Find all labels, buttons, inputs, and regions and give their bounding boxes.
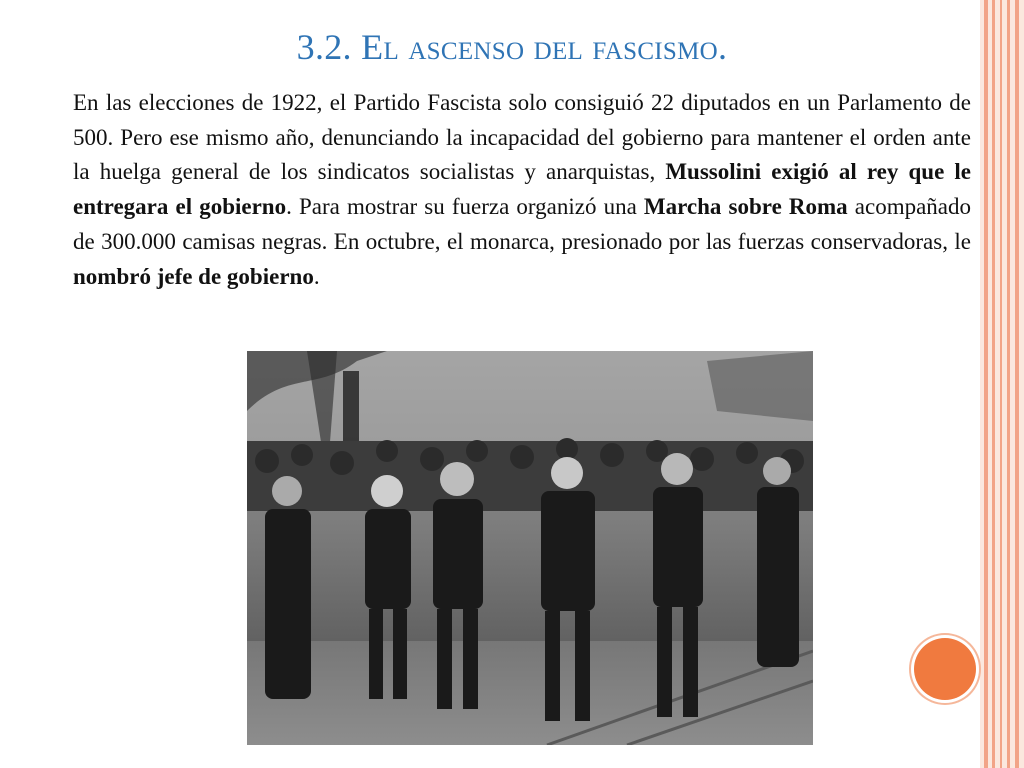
paragraph-bold-segment: nombró jefe de gobierno [73,263,314,289]
march-photo [247,351,813,745]
decorative-side-rails [980,0,1024,768]
rail-stripe [1000,0,1002,768]
paragraph-segment: En las elecciones de 1922, el Partido Fascista solo consiguió 22 diputados en un Parlamento de 500. Pero ese mismo año, denunciando la incapacidad del gobierno para mantener el orden ante la huelga general de los sindicatos socialistas y anarquistas, [73,90,971,185]
paragraph-segment: . Para mostrar su fuerza organizó una [286,194,644,220]
paragraph-bold-segment: Marcha sobre Roma [643,194,848,220]
rail-stripe [1007,0,1010,768]
paragraph-segment: acompañado de 300.000 camisas negras. En octubre, el monarca, presionado por las fuerzas conservadoras, le [73,194,972,254]
decorative-orange-circle [914,638,976,700]
rail-stripe [1015,0,1019,768]
paragraph-bold-segment: Mussolini exigió al rey que le entregara el gobierno [73,159,971,220]
rail-stripe [984,0,988,768]
slide-title: 3.2. El ascenso del fascismo. [296,27,728,67]
slide-body-paragraph [73,86,971,294]
paragraph-segment: . [313,263,320,289]
rail-stripe [992,0,995,768]
